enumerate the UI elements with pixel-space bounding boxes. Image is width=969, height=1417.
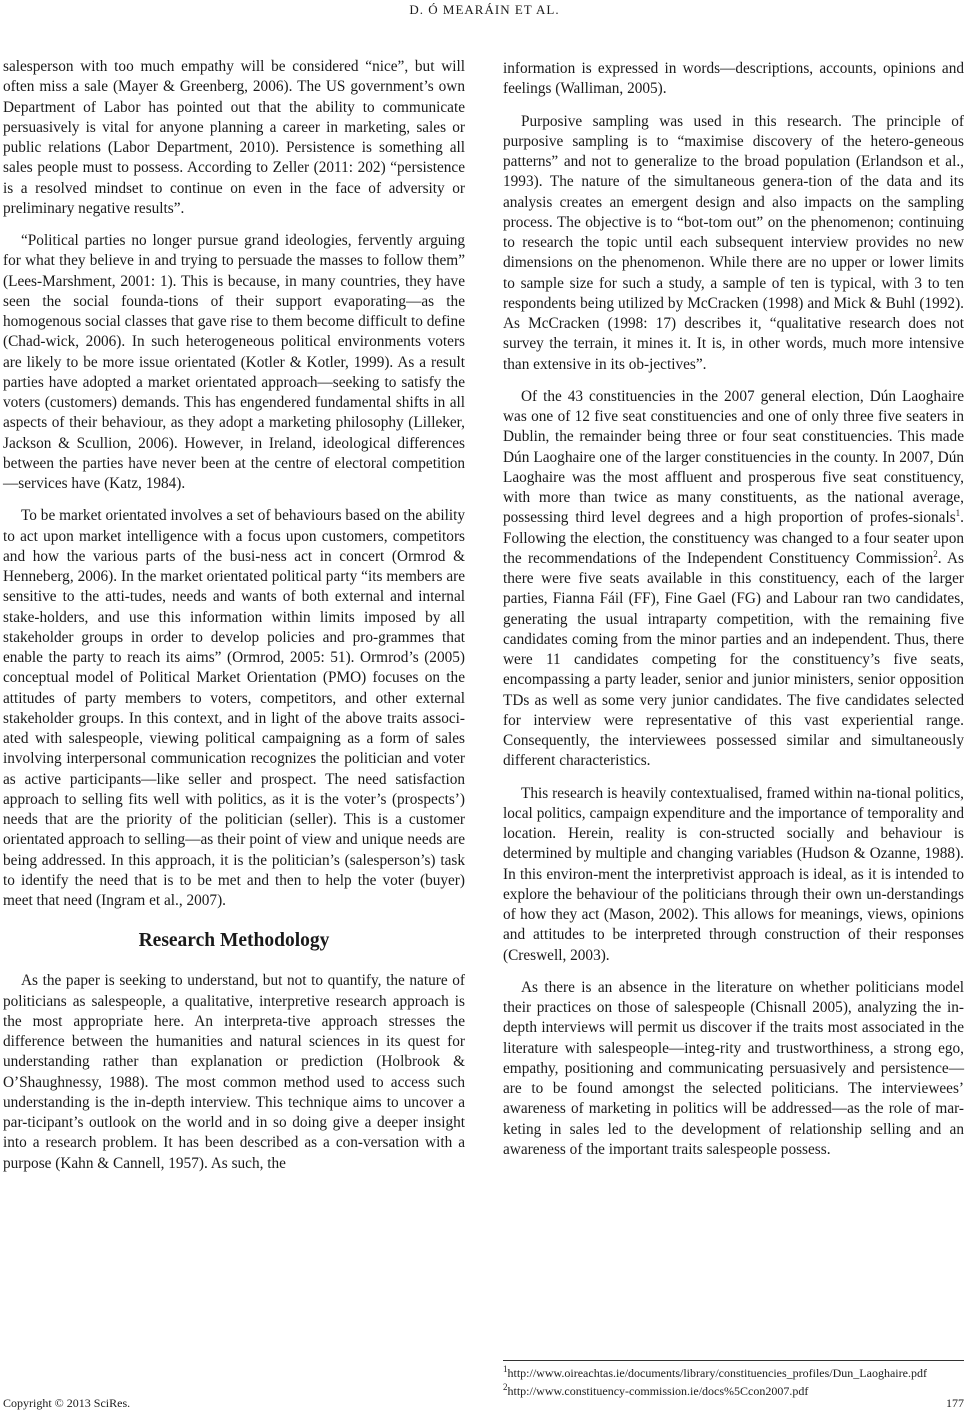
footnote-mark: 1 <box>503 1364 508 1374</box>
paragraph <box>503 387 964 772</box>
paragraph: As there is an absence in the literature on whether politicians model their practices on those of salespeople (Chisnall 2005), analyzing the in-depth interviews will permit us discover if the traits most associated in the literature with salespeople—integ-rity and trustworthiness, a strong ego, empathy, positioning and communicating persuasively and persistence—are to be found amongst the selected politicians. The interviewees’ awareness of marketing in politics will be addressed—as the role of mar-keting in sales led to the development of relationship selling and an awareness of the important traits salespeople possess. <box>503 978 964 1158</box>
footnote-divider <box>503 1360 964 1361</box>
paragraph: To be market orientated involves a set of behaviours based on the ability to act upon market intelligence with a focus upon customers, competitors and how the various parts of the busi-ness act in concert (Ormrod & Henneberg, 2006). In the market orientated political party “its members are sensitive to the atti-tudes, needs and wants of both external and internal stake-holders, and use this information within limits imposed by all stakeholder groups in order to develop policies and pro-grammes that enable the party to reach its aims” (Ormrod, 2005: 51). Ormrod’s (2005) conceptual model of Political Market Orientation (PMO) focuses on the attitudes of party members to voters, competitors, and other external stakeholder groups. In this context, and in light of the above traits associ-ated with salespeople, viewing political campaigning as a form of sales involving interpersonal communication recognizes the politician and voter as active participants—like seller and prospect. The need satisfaction approach to selling fits well with politics, as it is the voter’s (prospects’) needs that are the priority of the politician (seller). This is a customer orientated approach to selling—as their point of view and unique needs are being addressed. In this approach, it is the politician’s (salesperson’s) task to identify the need that is to be met and then to help the voter (buyer) meet that need (Ingram et al., 2007). <box>3 507 465 909</box>
running-head: D. Ó MEARÁIN ET AL. <box>409 2 560 17</box>
section-heading: Research Methodology <box>138 930 330 952</box>
page-number: 177 <box>946 1396 964 1410</box>
paragraph: information is expressed in words—descriptions, accounts, opinions and feelings (Walliman, 2005). <box>503 60 964 98</box>
paragraph-text: Of the 43 constituencies in the 2007 general election, Dún Laoghaire was one of 12 five seat constituencies and one of only three five seaters in Dublin, the remainder being three or four seat constituencies. This made Dún Laoghaire one of the larger constituencies in the county. In 2007, Dún Laoghaire was the most affluent and prosperous five seat constituency, with more than twice as many constituents, as the national average, possessing third level degrees and a high proportion of profes-sionals <box>503 387 964 527</box>
paragraph: Purposive sampling was used in this research. The principle of purposive sampling is to “maximise discovery of the hetero-geneous patterns” and not to generalize to the broad population (Erlandson et al., 1993). The nature of the simultaneous genera-tion of the data and its analysis creates an emergent design and also impacts on the sampling process. The objective is to “bot-tom out” on the phenomenon; continuing to research the topic until each subsequent interview provides no new dimensions on the phenomenon. While there are no upper or lower limits to sample size for such a study, a sample of ten is typical, with 3 to ten respondents being utilized by McCracken (1998) and Mick & Buhl (1992). As McCracken (1998: 17) describes it, “qualitative research does not survey the terrain, it mines it. It is, in other words, much more intensive than extensive in its ob-jectives”. <box>503 112 964 373</box>
copyright: Copyright © 2013 SciRes. <box>3 1396 131 1410</box>
paragraph-text: . As there were five seats available in this constituency, each of the larger parties, Fianna Fáil (FF), Fine Gael (FG) and Labour ran two candidates, generating the usual intraparty competition, with the remaining five candidates coming from the minor parties and an independent. Thus, there were 11 candidates competing for the constituency’s five seats, encompassing a party leader, senior and junior ministers, senior opposition TDs as well as some very junior candidates. The five candidates selected for interview were representative of this vast experiential range. Consequently, the interviewees possessed similar and simultaneously different characteristics. <box>503 549 964 770</box>
footnote <box>503 1365 964 1381</box>
paragraph: This research is heavily contextualised, framed within na-tional politics, local politics, campaign expenditure and the importance of temporality and location. Herein, reality is con-structed socially and behaviour is determined by multiple and changing variables (Hudson & Ozanne, 1988). In this environ-ment the interpretivist approach is ideal, as it is intended to explore the behaviour of the politicians through their own un-derstandings of how they act (Mason, 2002). This allows for meanings, views, opinions and attitudes to be interpreted through construction of their responses (Creswell, 2003). <box>503 784 964 964</box>
paragraph: As the paper is seeking to understand, but not to quantify, the nature of politicians as salespeople, a qualitative, interpretive research approach is the most appropriate here. An interpreta-tive approach stresses the difference between the humanities and natural sciences in its quest for understanding rather than explanation or prediction (Holbrook & O’Shaughnessy, 1988). The most common method used to access such understanding is the in-depth interview. This technique aims to uncover a par-ticipant’s outlook on the world and in so doing give a deeper insight into a research problem. It has been described as a con-versation with a purpose (Kahn & Cannell, 1957). As such, the <box>3 972 465 1172</box>
paragraph: “Political parties no longer pursue grand ideologies, fervently arguing for what they believe in and trying to persuade the masses to follow them” (Lees-Marshment, 2001: 1). This is because, in many countries, they have seen the social founda-tions of their support evaporating—as the homogenous social classes that gave rise to them become difficult to define (Chad-wick, 2006). In such heterogeneous political environments voters are likely to be more issue orientated (Kotler & Kotler, 1999). As a result parties have adopted a market orientated approach—seeking to satisfy the voters (customers) demands. This has engendered fundamental shifts in all aspects of their behaviour, as they adopt a marketing philosophy (Lilleker, Jackson & Scullion, 2006). However, in Ireland, ideological differences between the parties have never been at the centre of electoral competition—services have (Katz, 1984). <box>3 232 465 492</box>
footnotes <box>503 1365 964 1401</box>
footnote-ref: 1 <box>955 508 961 519</box>
footnote-link[interactable]: http://www.constituency-commission.ie/docs%5Ccon2007.pdf <box>507 1384 809 1398</box>
footnote <box>503 1383 964 1399</box>
left-column <box>3 57 465 1186</box>
right-column <box>503 59 964 1172</box>
paragraph: salesperson with too much empathy will be considered “nice”, but will often miss a sale (Mayer & Greenberg, 2006). The US government’s own Department of Labor has pointed out that the ability to communicate persuasively is vital for anyone planning a career in marketing, sales or public relations (Labor Department, 2010). Persistence is something all sales people must to possess. According to Zeller (2011: 202) “persistence is a resolved mindset to continue on even in the face of adversity or preliminary negative results”. <box>3 58 465 217</box>
paragraph-text: . Following the election, the constituency was changed to a four seater upon the recommendations of the Independent Constituency Commission <box>503 509 964 567</box>
footnote-link[interactable]: http://www.oireachtas.ie/documents/library/constituencies_profiles/Dun_Laoghaire.pdf <box>507 1366 927 1380</box>
footnote-mark: 2 <box>503 1382 508 1392</box>
footnote-ref: 2 <box>933 548 938 559</box>
